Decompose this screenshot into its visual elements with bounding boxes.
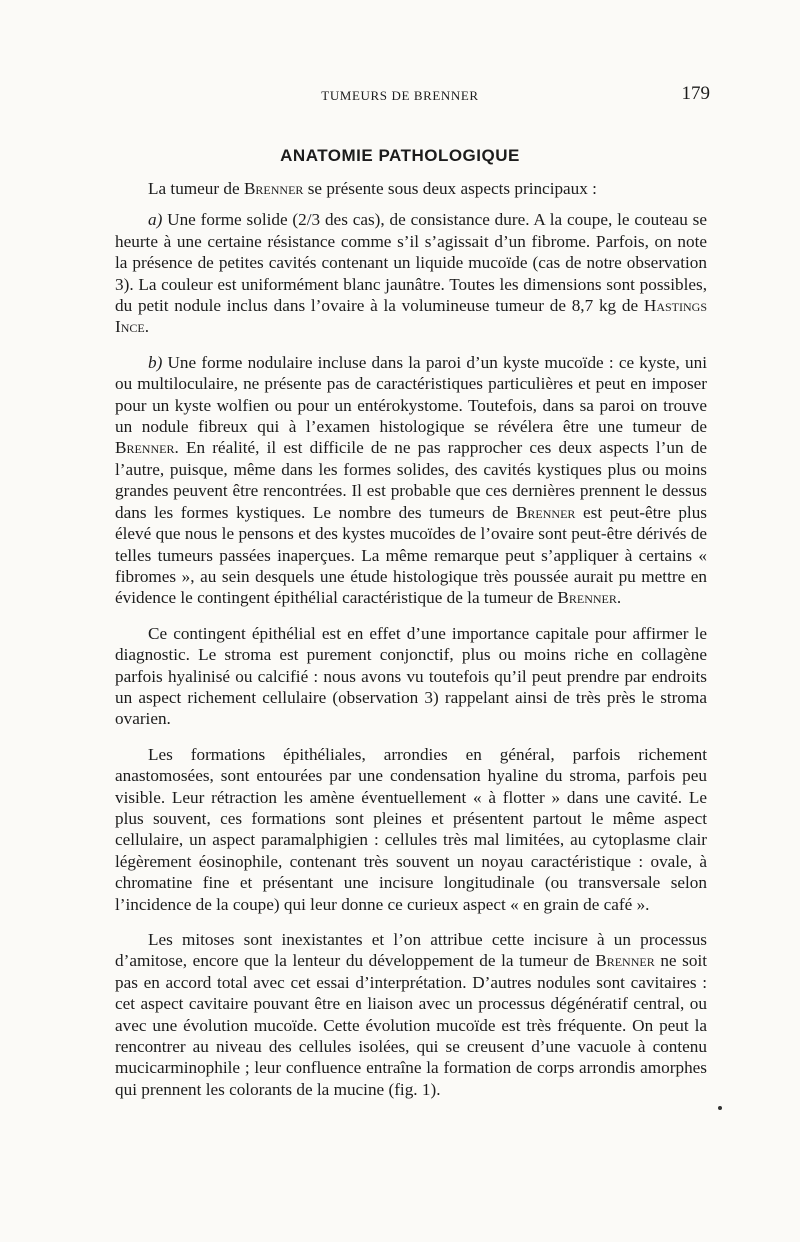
section-heading: ANATOMIE PATHOLOGIQUE: [280, 146, 520, 165]
author-name: Brenner: [557, 588, 617, 608]
ink-dot: [718, 1106, 722, 1110]
item-label: b): [148, 352, 163, 372]
running-title: TUMEURS DE BRENNER: [321, 88, 479, 103]
paragraph-item-a: a) Une forme solide (2/3 des cas), de consistance dure. A la coupe, le couteau se heurte à une certaine résistance comme s’il s’agissait d’un fibrome. Parfois, on note la présence de petites cavités contenant un liquide mucoïde (cas de notre observation 3). La couleur est uniformément blanc jaunâtre. Toutes les dimensions sont possibles, du petit nodule inclus dans l’ovaire à la volumineuse tumeur de 8,7 kg de Hastings Ince.: [115, 210, 707, 337]
author-name: Brenner: [515, 502, 576, 522]
author-name: Hastings Ince: [115, 296, 707, 337]
author-name: Brenner: [243, 179, 304, 198]
page-number: 179: [681, 83, 710, 104]
paragraph-intro: La tumeur de Brenner se présente sous deux aspects principaux :: [148, 179, 597, 198]
author-name: Brenner: [115, 438, 175, 458]
paragraph-stroma: Ce contingent épithélial est en effet d’une importance capitale pour affirmer le diagnostic. Le stroma est purement conjonctif, plus ou moins riche en collagène parfois hyalinisé ou calcifié : nous avons vu toutefois qu’il peut prendre par endroits un aspect richement cellulaire (observation 3) rappelant ainsi de très près le stroma ovarien.: [115, 623, 707, 729]
paragraph-epithelial: Les formations épithéliales, arrondies en général, parfois richement anastomosées, sont entourées par une condensation hyaline du stroma, parfois peu visible. Leur rétraction les amène éventuellement « à flotter » dans une cavité. Le plus souvent, ces formations sont pleines et présentent partout le même aspect cellulaire, un aspect paramalphigien : cellules très mal limitées, au cytoplasme clair légèrement éosinophile, contenant très souvent un noyau caractéristique : ovale, à chromatine fine et présentant une incisure longitudinale (ou transversale selon l’incidence de la coupe) qui leur donne ce curieux aspect « en grain de café ».: [115, 744, 707, 914]
paragraph-item-b: b) Une forme nodulaire incluse dans la paroi d’un kyste mucoïde : ce kyste, uni ou multiloculaire, ne présente pas de caractéristiques particulières et peut en imposer pour un kyste wolfien ou pour un entérokystome. Toutefois, dans sa paroi on trouve un nodule fibreux qui à l’examen histologique se révélera être une tumeur de Brenner. En réalité, il est difficile de ne pas rapprocher ces deux aspects l’un de l’autre, puisque, même dans les formes solides, des cavités kystiques plus ou moins grandes peuvent être rencontrées. Il est probable que ces dernières prennent le dessus dans les formes kystiques. Le nombre des tumeurs de Brenner est peut-être plus élevé que nous le pensons et des kystes mucoïdes de l’ovaire sont peut-être dérivés de telles tumeurs passées inaperçues. La même remarque peut s’appliquer à certains « fibromes », au sein desquels une étude histologique très poussée aurait pu mettre en évidence le contingent épithélial caractéristique de la tumeur de Brenner.: [115, 352, 707, 608]
item-label: a): [148, 210, 163, 230]
paragraph-mitoses: Les mitoses sont inexistantes et l’on attribue cette incisure à un processus d’amitose, encore que la lenteur du développement de la tumeur de Brenner ne soit pas en accord total avec cet essai d’interprétation. D’autres nodules sont cavitaires : cet aspect cavitaire pouvant être en liaison avec un processus dégénératif central, ou avec une évolution mucoïde. Cette évolution mucoïde est très fréquente. On peut la rencontrer au niveau des cellules isolées, qui se creusent d’une vacuole à contenu mucicarminophile ; leur confluence entraîne la formation de corps arrondis amorphes qui prennent les colorants de la mucine (fig. 1).: [115, 930, 707, 1099]
body-text: [115, 178, 707, 1114]
author-name: Brenner: [595, 951, 655, 971]
